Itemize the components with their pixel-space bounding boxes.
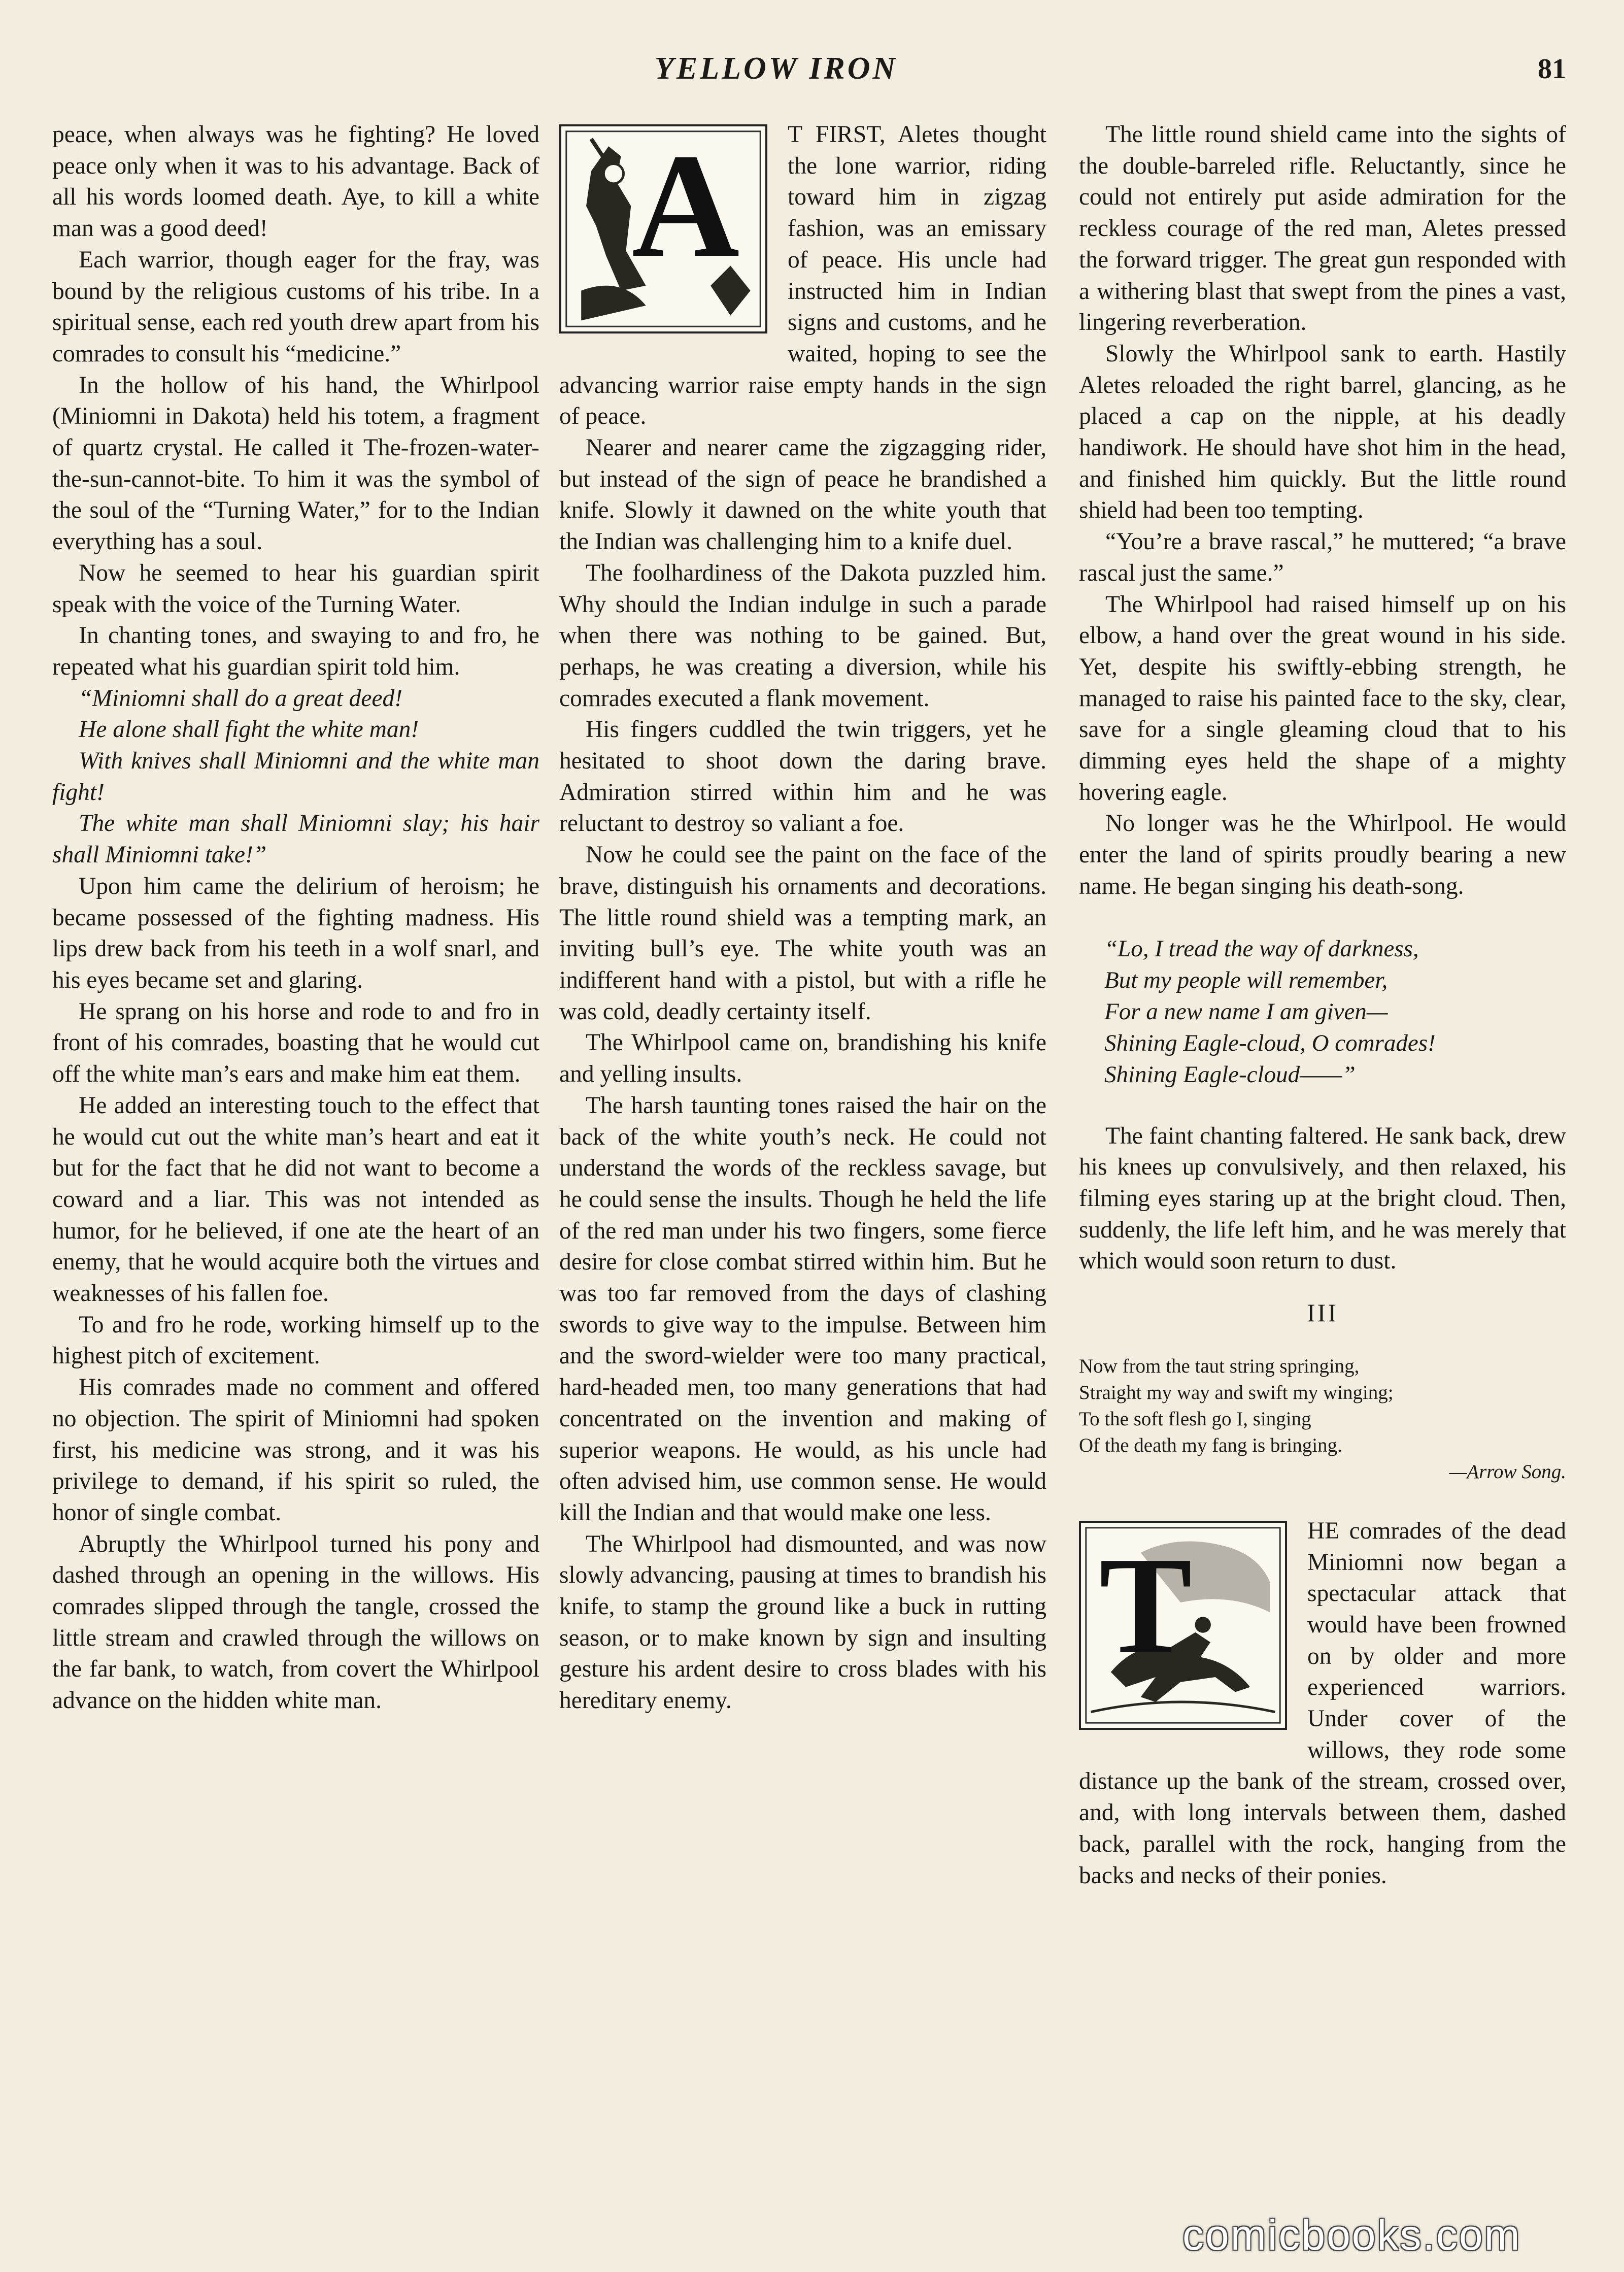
paragraph: The faint chanting faltered. He sank back, drew his knees up convulsively, and then relaxed, his filming eyes staring up at the bright cloud. Then, suddenly, the life left him, and he was merely that which would soon return to dust. <box>1079 1122 1566 1275</box>
running-title: YELLOW IRON <box>655 51 898 86</box>
epigraph-line: Now from the taut string springing, <box>1079 1355 1360 1377</box>
paragraph: Nearer and nearer came the zigzagging rider, but instead of the sign of peace he brandished a knife. Slowly it dawned on the white youth that the Indian was challenging him to a knife duel. <box>559 435 1046 555</box>
paragraph: HE comrades of the dead Miniomni now began a spectacular attack that would have been frowned on by older and more experienced warriors. Under cover of the willows, they rode some distance up the bank of the stream, crossed over, and, with long intervals between them, dashed back, parallel with the rock, hanging from the backs and necks of their ponies. <box>1079 1517 1566 1889</box>
paragraph: His comrades made no comment and offered no objection. The spirit of Miniomni had spoken first, his medicine was strong, and it was his privilege to demand, if his spirit so ruled, the honor of single combat. <box>52 1374 539 1526</box>
paragraph: The foolhardiness of the Dakota puzzled him. Why should the Indian indulge in such a parade when there was nothing to be gained. But, perhaps, he was creating a diversion, while his comrades executed a flank movement. <box>559 559 1046 712</box>
song-line: “Lo, I tread the way of darkness, <box>1104 935 1419 962</box>
paragraph: Each warrior, though eager for the fray, was bound by the religious customs of his tribe. In a spiritual sense, each red youth drew apart from his comrades to consult his “medicine.” <box>52 246 539 367</box>
dropcap-letter: A <box>631 126 740 288</box>
paragraph: Now he seemed to hear his guardian spirit speak with the voice of the Turning Water. <box>52 559 539 618</box>
paragraph: The Whirlpool had dismounted, and was now slowly advancing, pausing at times to brandish his knife, to stamp the ground like a buck in rutting season, or to make known by sign and insulting gesture his ardent desire to cross blades with his hereditary enemy. <box>559 1530 1046 1714</box>
verse-line: He alone shall fight the white man! <box>79 716 419 743</box>
paragraph: He sprang on his horse and rode to and fro in front of his comrades, boasting that he would cut off the white man’s ears and make him eat them. <box>52 998 539 1088</box>
epigraph-attribution: —Arrow Song. <box>1449 1460 1566 1483</box>
column-1 <box>52 119 539 1717</box>
paragraph: No longer was he the Whirlpool. He would enter the land of spirits proudly bearing a new name. He began singing his death-song. <box>1079 810 1566 899</box>
section-number: III <box>1307 1298 1338 1327</box>
paragraph: His fingers cuddled the twin triggers, yet he hesitated to shoot down the daring brave. Admiration stirred within him and he was reluctant to destroy so valiant a foe. <box>559 716 1046 837</box>
paragraph: peace, when always was he fighting? He loved peace only when it was to his advantage. Back of all his words loomed death. Aye, to kill a white man was a good deed! <box>52 121 539 242</box>
paragraph: In the hollow of his hand, the Whirlpool (Miniomni in Dakota) held his totem, a fragment of quartz crystal. He called it The-frozen-water-the-sun-cannot-bite. To him it was the symbol of the soul of the “Turning Water,” for to the Indian everything has a soul. <box>52 372 539 555</box>
dropcap-letter: T <box>1099 1528 1193 1683</box>
song-line: But my people will remember, <box>1104 966 1388 993</box>
paragraph: Upon him came the delirium of heroism; he became possessed of the fighting madness. His lips drew back from his teeth in a wolf snarl, and his eyes became set and glaring. <box>52 873 539 993</box>
dropcap-illustration-t <box>1079 1521 1287 1730</box>
paragraph: To and fro he rode, working himself up to the highest pitch of excitement. <box>52 1311 539 1369</box>
paragraph: T FIRST, Aletes thought the lone warrior, riding toward him in zigzag fashion, was an emissary of peace. His uncle had instructed him in Indian signs and customs, and he waited, hoping to see the advancing warrior raise empty hands in the sign of peace. <box>559 121 1046 430</box>
page-number: 81 <box>1538 53 1566 85</box>
paragraph: “You’re a brave rascal,” he muttered; “a brave rascal just the same.” <box>1079 528 1566 586</box>
dropcap-illustration-a <box>559 124 767 333</box>
epigraph-line: To the soft flesh go I, singing <box>1079 1408 1311 1430</box>
epigraph-line: Of the death my fang is bringing. <box>1079 1434 1342 1456</box>
rider-illustration-icon <box>1081 1523 1285 1728</box>
epigraph-line: Straight my way and swift my winging; <box>1079 1381 1394 1404</box>
death-song <box>1104 933 1566 1090</box>
paragraph: In chanting tones, and swaying to and fro, he repeated what his guardian spirit told him. <box>52 622 539 680</box>
paragraph: The Whirlpool had raised himself up on his elbow, a hand over the great wound in his side. Yet, despite his swiftly-ebbing strength, he managed to raise his painted face to the sky, clear, save for a single gleaming cloud that to his dimming eyes held the shape of a mighty hovering eagle. <box>1079 591 1566 806</box>
column-2 <box>559 119 1046 1717</box>
paragraph: The harsh taunting tones raised the hair on the back of the white youth’s neck. He could not understand the words of the reckless savage, but he could sense the insults. Though he held the life of the red man under his two fingers, some fierce desire for close combat stirred within him. But he was too far removed from the days of clashing swords to give way to the impulse. Between him and the sword-wielder were too many practical, hard-headed men, too many generations that had concentrated on the invention and making of superior weapons. He would, as his uncle had often advised him, use common sense. He would kill the Indian and that would make one less. <box>559 1092 1046 1526</box>
paragraph: Abruptly the Whirlpool turned his pony and dashed through an opening in the willows. His comrades slipped through the tangle, crossed the little stream and crawled through the willows on the far bank, to watch, from covert the Whirlpool advance on the hidden white man. <box>52 1530 539 1714</box>
paragraph: He added an interesting touch to the effect that he would cut out the white man’s heart and eat it but for the fact that he did not want to become a coward and a liar. This was not intended as humor, for he believed, if one ate the heart of an enemy, that he would acquire both the virtues and weaknesses of his fallen foe. <box>52 1092 539 1307</box>
epigraph <box>1079 1353 1566 1485</box>
verse-line: “Miniomni shall do a great deed! <box>79 685 403 712</box>
watermark: comicbooks.com <box>1182 2211 1521 2259</box>
paragraph: Now he could see the paint on the face of the brave, distinguish his ornaments and decorations. The little round shield was a tempting mark, an inviting bull’s eye. The white youth was an indifferent hand with a pistol, but with a rifle he was cold, deadly certainty itself. <box>559 842 1046 1025</box>
running-head <box>0 51 1624 96</box>
column-3 <box>1079 119 1566 1891</box>
song-line: For a new name I am given— <box>1104 998 1388 1025</box>
song-line: Shining Eagle-cloud, O comrades! <box>1104 1029 1436 1056</box>
paragraph: Slowly the Whirlpool sank to earth. Hastily Aletes reloaded the right barrel, glancing, as he placed a cap on the nipple, at his deadly handiwork. He should have shot him in the head, and finished him quickly. But the little round shield had been too tempting. <box>1079 340 1566 524</box>
verse-line: The white man shall Miniomni slay; his hair shall Miniomni take!” <box>52 810 539 868</box>
paragraph: The little round shield came into the sights of the double-barreled rifle. Reluctantly, since he could not entirely put aside admiration for the reckless courage of the red man, Aletes pressed the forward trigger. The great gun responded with a withering blast that swept from the pines a vast, lingering reverberation. <box>1079 121 1566 336</box>
verse-line: With knives shall Miniomni and the white man fight! <box>52 748 539 806</box>
warrior-illustration-icon <box>561 126 765 331</box>
song-line: Shining Eagle-cloud——” <box>1104 1061 1356 1088</box>
paragraph: The Whirlpool came on, brandishing his knife and yelling insults. <box>559 1029 1046 1088</box>
chant-verse <box>52 683 539 871</box>
